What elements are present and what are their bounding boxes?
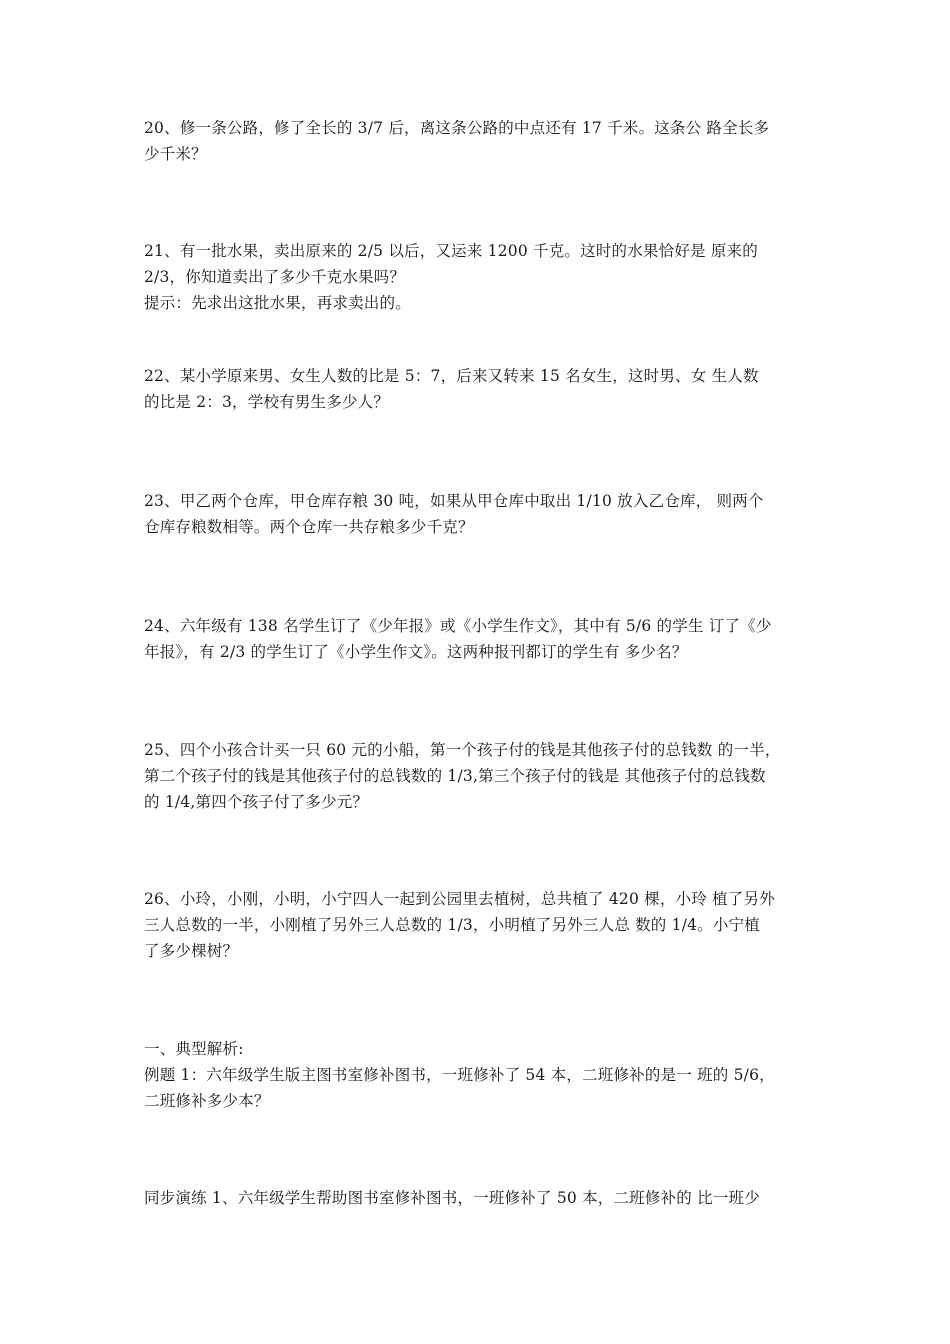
problem-23-line-2: 仓库存粮数相等。两个仓库一共存粮多少千克？ [144, 518, 474, 536]
problem-26 [144, 886, 808, 964]
problem-20 [144, 115, 808, 167]
problem-22-line-1: 22、某小学原来男、女生人数的比是 5：7，后来又转来 15 名女生，这时男、女 生人数 [144, 367, 759, 385]
problem-24 [144, 613, 808, 665]
section-heading: 一、典型解析: [144, 1040, 244, 1058]
problem-25-line-2: 第二个孩子付的钱是其他孩子付的总钱数的 1/3,第三个孩子付的钱是 其他孩子付的总钱数 [144, 767, 766, 785]
problem-26-line-2: 三人总数的一半，小刚植了另外三人总数的 1/3，小明植了另外三人总 数的 1/4。小宁植 [144, 916, 760, 934]
practice-1 [144, 1185, 808, 1211]
problem-22-line-2: 的比是 2：3，学校有男生多少人？ [144, 393, 390, 411]
problem-21-line-1: 21、有一批水果，卖出原来的 2/5 以后，又运来 1200 千克。这时的水果恰好是 原来的 [144, 242, 758, 260]
problem-23 [144, 488, 808, 540]
problem-21-line-2: 2/3，你知道卖出了多少千克水果吗？ [144, 268, 406, 286]
problem-25-line-3: 的 1/4,第四个孩子付了多少元？ [144, 793, 369, 811]
example-1-line-2: 二班修补多少本？ [144, 1092, 270, 1110]
section-typical-analysis [144, 1036, 808, 1114]
problem-26-line-1: 26、小玲，小刚，小明，小宁四人一起到公园里去植树，总共植了 420 棵，小玲 植了另外 [144, 890, 775, 908]
problem-23-line-1: 23、甲乙两个仓库，甲仓库存粮 30 吨，如果从甲仓库中取出 1/10 放入乙仓库， 则两个 [144, 492, 764, 510]
problem-22 [144, 363, 808, 415]
practice-1-line-1: 同步演练 1、六年级学生帮助图书室修补图书，一班修补了 50 本，二班修补的 比一班少 [144, 1189, 760, 1207]
problem-20-line-2: 少千米？ [144, 145, 207, 163]
problem-25 [144, 737, 808, 815]
problem-21 [144, 238, 808, 316]
problem-20-line-1: 20、修一条公路，修了全长的 3/7 后，离这条公路的中点还有 17 千米。这条公 路全长多 [144, 119, 770, 137]
problem-26-line-3: 了多少棵树？ [144, 942, 239, 960]
problem-21-hint: 提示：先求出这批水果，再求卖出的。 [144, 294, 411, 312]
problem-24-line-2: 年报》，有 2/3 的学生订了《小学生作文》。这两种报刊都订的学生有 多少名？ [144, 643, 688, 661]
problem-25-line-1: 25、四个小孩合计买一只 60 元的小船，第一个孩子付的钱是其他孩子付的总钱数 的一半， [144, 741, 781, 759]
example-1-line-1: 例题 1：六年级学生版主图书室修补图书，一班修补了 54 本，二班修补的是一 班的 5/6， [144, 1066, 775, 1084]
problem-24-line-1: 24、六年级有 138 名学生订了《少年报》或《小学生作文》，其中有 5/6 的学生 订了《少 [144, 617, 772, 635]
